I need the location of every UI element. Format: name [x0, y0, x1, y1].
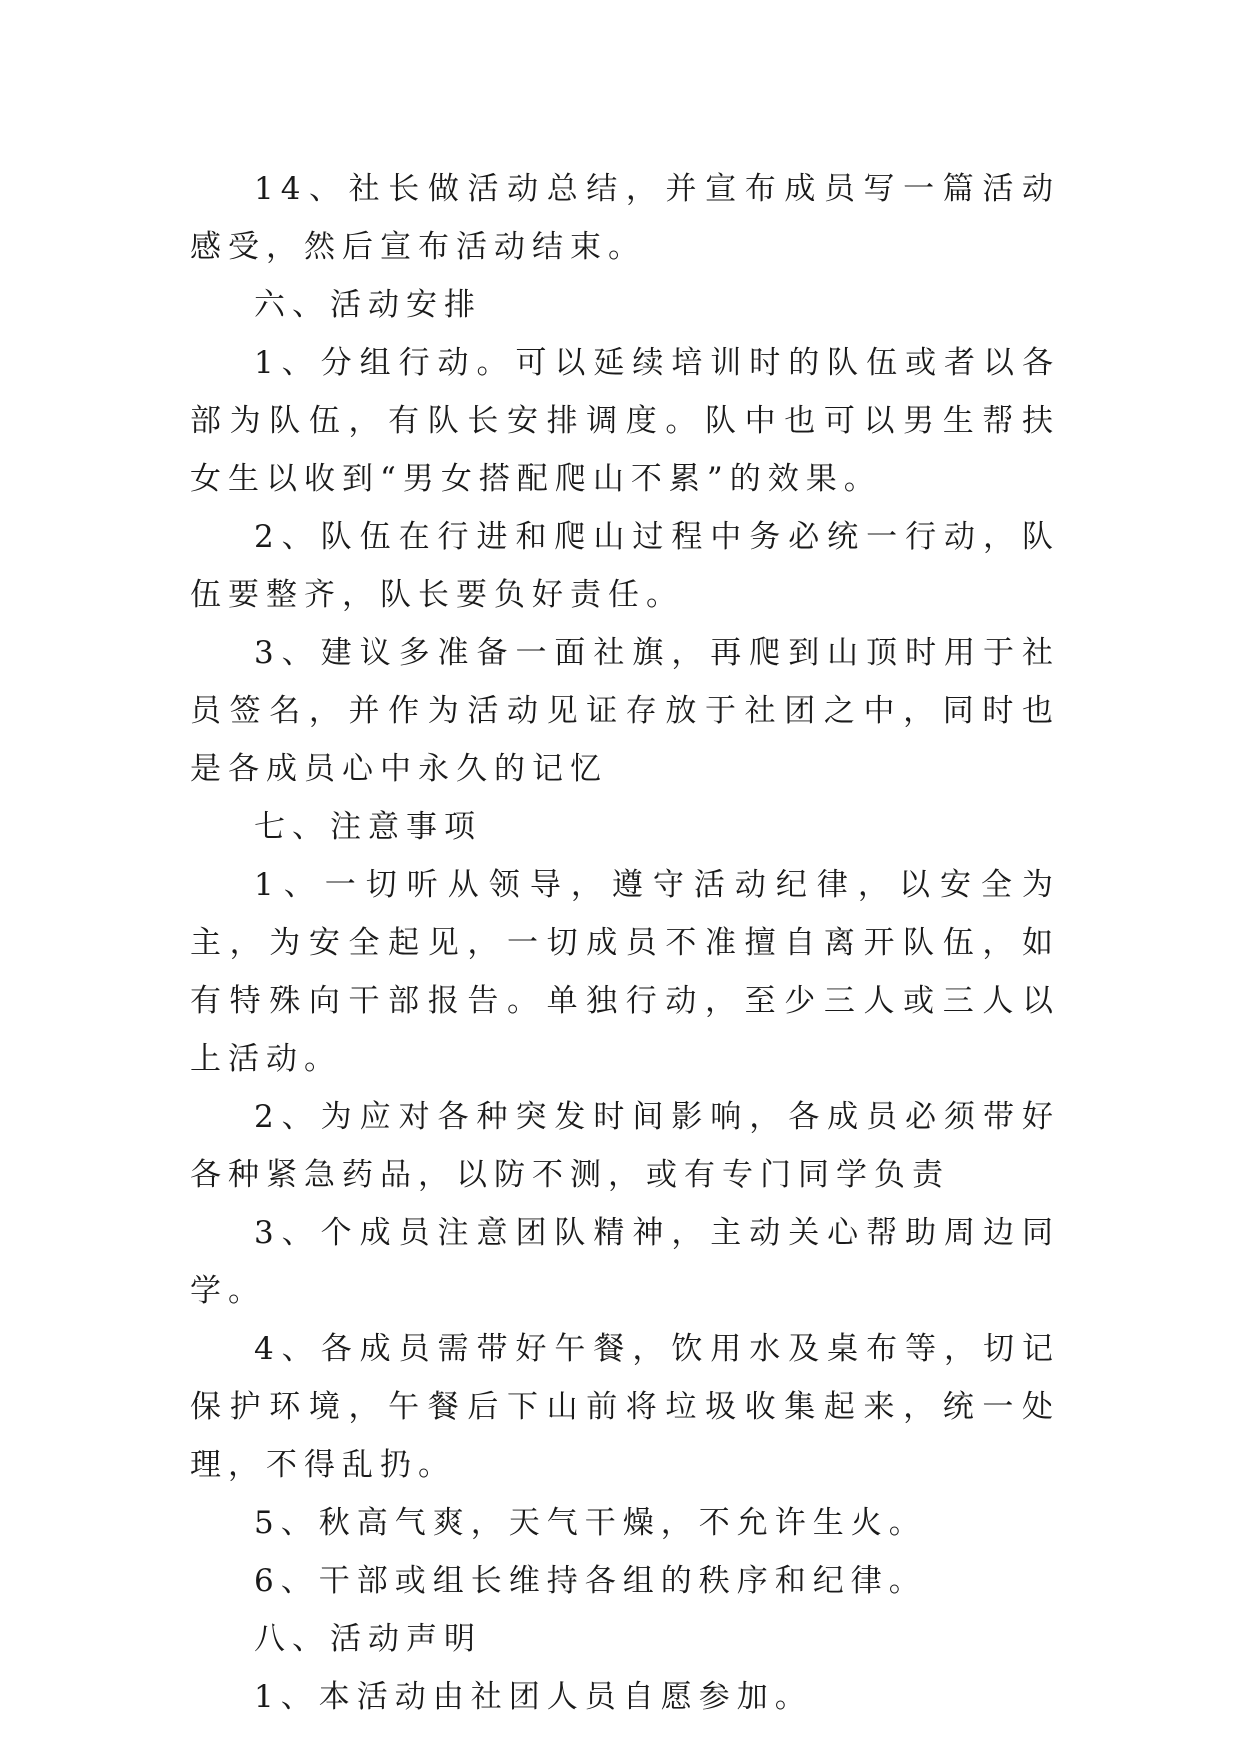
paragraph-order: 6、干部或组长维持各组的秩序和纪律。 — [254, 1563, 927, 1599]
paragraph-group-action: 1、分组行动。可以延续培训时的队伍或者以各部为队伍，有队长安排调度。队中也可以男生帮扶女生以收到“男女搭配爬山不累”的效果。 — [190, 345, 1060, 497]
paragraph-summary: 14、社长做活动总结，并宣布成员写一篇活动感受，然后宣布活动结束。 — [190, 171, 1060, 265]
paragraph-voluntary: 1、本活动由社团人员自愿参加。 — [254, 1679, 813, 1715]
document-body — [190, 160, 1060, 1726]
section-heading-statement: 八、活动声明 — [254, 1621, 482, 1657]
paragraph-no-fire: 5、秋高气爽，天气干燥，不允许生火。 — [254, 1505, 927, 1541]
paragraph-team-spirit: 3、个成员注意团队精神，主动关心帮助周边同学。 — [190, 1215, 1060, 1309]
paragraph-medicine: 2、为应对各种突发时间影响，各成员必须带好各种紧急药品，以防不测，或有专门同学负责 — [190, 1099, 1060, 1193]
paragraph-club-flag: 3、建议多准备一面社旗，再爬到山顶时用于社员签名，并作为活动见证存放于社团之中，同时也是各成员心中永久的记忆 — [190, 635, 1060, 787]
section-heading-notes: 七、注意事项 — [254, 809, 482, 845]
paragraph-lunch-environment: 4、各成员需带好午餐，饮用水及桌布等，切记保护环境，午餐后下山前将垃圾收集起来，统一处理，不得乱扔。 — [190, 1331, 1060, 1483]
section-heading-arrangement: 六、活动安排 — [254, 287, 482, 323]
paragraph-discipline: 1、一切听从领导，遵守活动纪律，以安全为主，为安全起见，一切成员不准擅自离开队伍，如有特殊向干部报告。单独行动，至少三人或三人以上活动。 — [190, 867, 1060, 1077]
paragraph-unified-action: 2、队伍在行进和爬山过程中务必统一行动，队伍要整齐，队长要负好责任。 — [190, 519, 1060, 613]
